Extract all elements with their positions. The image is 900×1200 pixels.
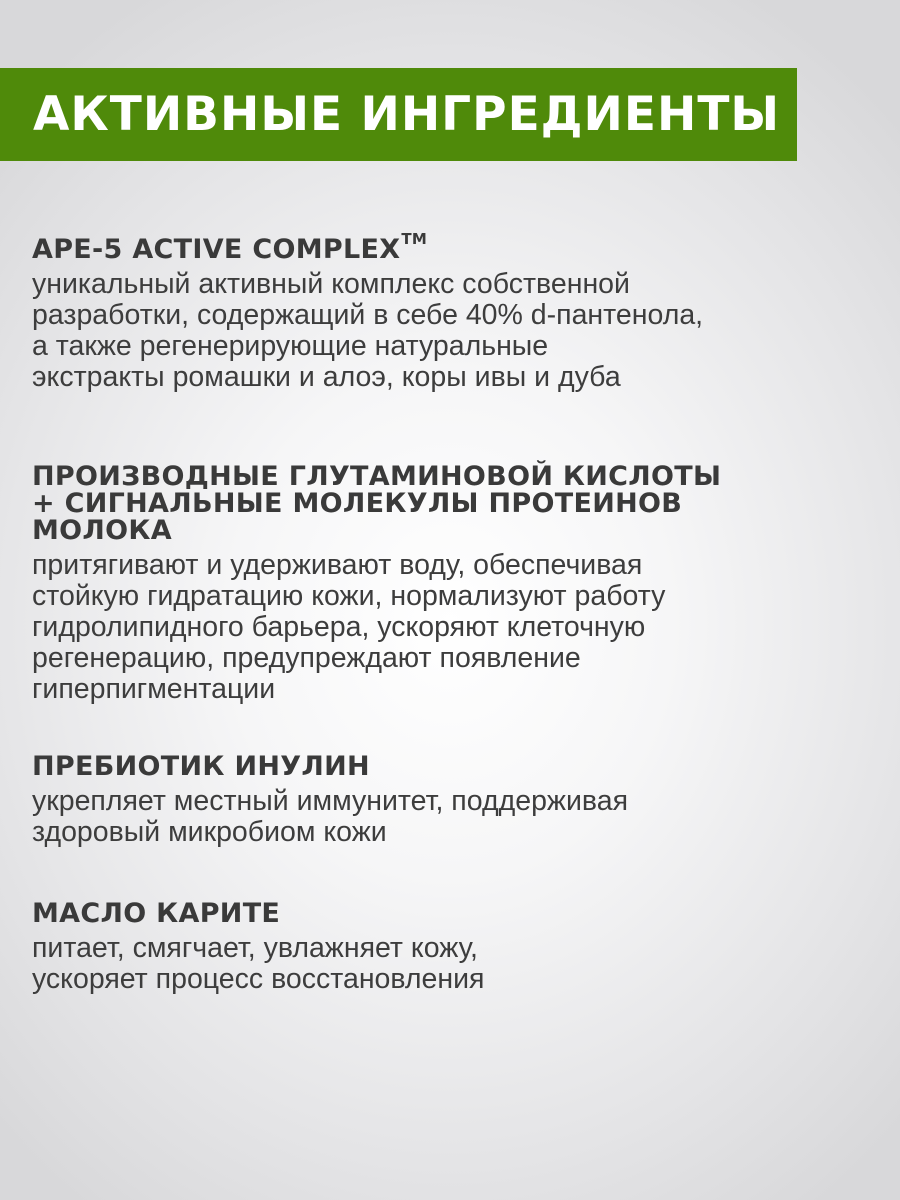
ingredient-description — [32, 933, 872, 995]
ingredient-heading-text: APE-5 ACTIVE COMPLEX — [32, 234, 401, 265]
description-line: уникальный активный комплекс собственной — [32, 268, 630, 300]
ingredient-ape5 — [32, 230, 872, 393]
description-line: ускоряет процесс восстановления — [32, 963, 485, 995]
ingredient-description — [32, 550, 872, 705]
title-banner — [0, 68, 797, 161]
ingredient-heading: МАСЛО КАРИТЕ — [32, 898, 281, 929]
page-title: АКТИВНЫЕ ИНГРЕДИЕНТЫ — [33, 87, 781, 142]
description-line: питает, смягчает, увлажняет кожу, — [32, 932, 478, 964]
ingredient-description — [32, 269, 872, 393]
description-line: разработки, содержащий в себе 40% d-пантенола, — [32, 299, 704, 331]
ingredient-inulin — [32, 753, 872, 848]
ingredient-description — [32, 786, 872, 848]
description-line: стойкую гидратацию кожи, нормализуют работу — [32, 580, 666, 612]
ingredient-shea-butter — [32, 900, 872, 995]
description-line: экстракты ромашки и алоэ, коры ивы и дуба — [32, 361, 621, 393]
ingredient-glutamic — [32, 463, 872, 705]
description-line: гидролипидного барьера, ускоряют клеточную — [32, 611, 646, 643]
ingredient-heading: ПРЕБИОТИК ИНУЛИН — [32, 751, 370, 782]
description-line: а также регенерирующие натуральные — [32, 330, 549, 362]
trademark-mark: TM — [401, 230, 428, 248]
heading-line: + СИГНАЛЬНЫЕ МОЛЕКУЛЫ ПРОТЕИНОВ — [32, 488, 683, 519]
heading-line: МОЛОКА — [32, 515, 172, 546]
description-line: укрепляет местный иммунитет, поддерживая — [32, 785, 629, 817]
description-line: регенерацию, предупреждают появление — [32, 642, 581, 674]
description-line: притягивают и удерживают воду, обеспечивая — [32, 549, 643, 581]
heading-line: ПРОИЗВОДНЫЕ ГЛУТАМИНОВОЙ КИСЛОТЫ — [32, 461, 722, 492]
description-line: здоровый микробиом кожи — [32, 816, 387, 848]
ingredient-heading — [32, 230, 872, 265]
ingredient-heading — [32, 463, 872, 544]
description-line: гиперпигментации — [32, 673, 276, 705]
